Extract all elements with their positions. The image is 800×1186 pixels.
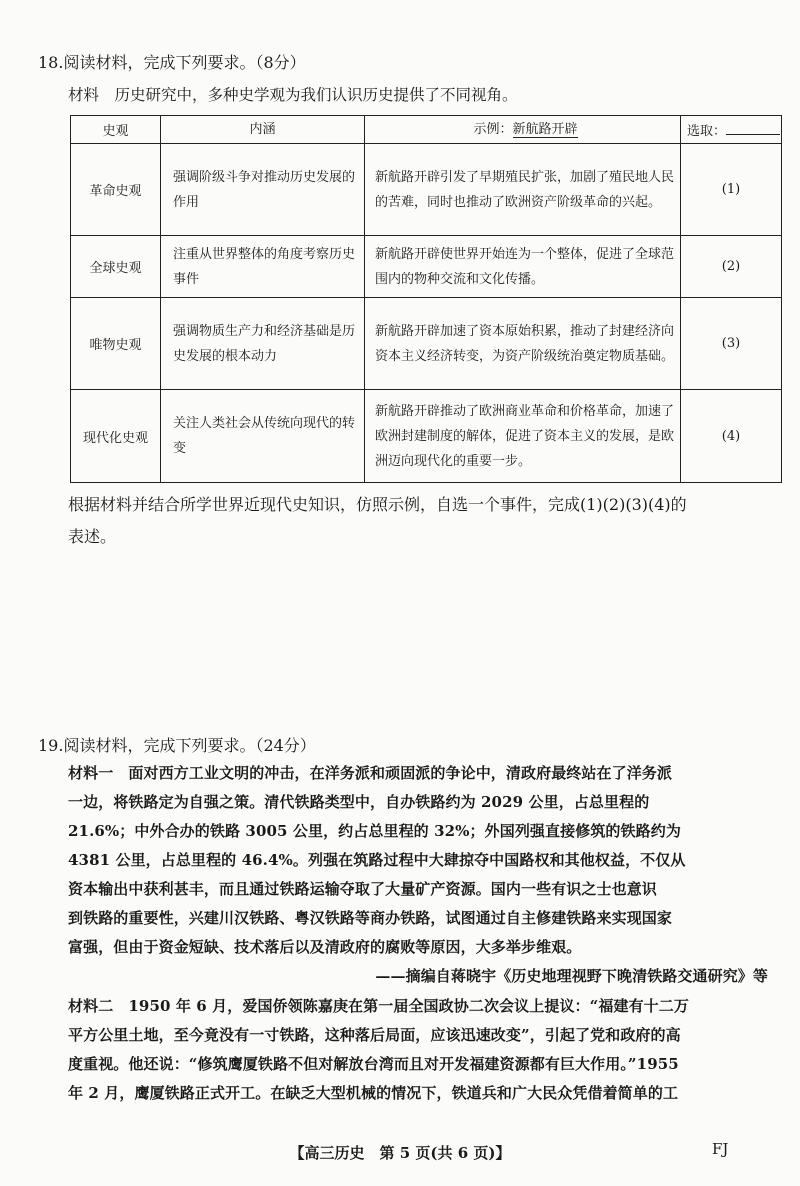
table-row (71, 236, 782, 298)
row-view: 全球史观 (71, 236, 161, 298)
q18-heading: 18.阅读材料，完成下列要求。（8分） (38, 53, 306, 72)
row-answer-slot[interactable]: (3) (681, 298, 782, 390)
page-footer: 【高三历史 第 5 页(共 6 页)】 (289, 1144, 511, 1162)
row-example: 新航路开辟使世界开始连为一个整体，促进了全球范围内的物种交流和文化传播。 (365, 236, 681, 298)
table-row (71, 390, 782, 483)
material-1-source: ——摘编自蒋晓宇《历史地理视野下晚清铁路交通研究》等 (375, 967, 768, 985)
material-2-line: 度重视。他还说：“修筑鹰厦铁路不但对解放台湾而且对开发福建资源都有巨大作用。”1955 (68, 1055, 679, 1073)
q19-material-2 (68, 992, 768, 1108)
q18-task-line1: 根据材料并结合所学世界近现代史知识，仿照示例，自选一个事件，完成(1)(2)(3)(4)的 (68, 495, 687, 514)
row-answer-slot[interactable]: (1) (681, 144, 782, 236)
row-example: 新航路开辟引发了早期殖民扩张，加剧了殖民地人民的苦难，同时也推动了欧洲资产阶级革命的兴起。 (365, 144, 681, 236)
material-2-line: 平方公里土地，至今竟没有一寸铁路，这种落后局面，应该迅速改变”，引起了党和政府的高 (68, 1026, 681, 1044)
material-1-line: 材料一 面对西方工业文明的冲击，在洋务派和顽固派的争论中，清政府最终站在了洋务派 (68, 764, 673, 782)
row-meaning: 强调阶级斗争对推动历史发展的作用 (161, 144, 365, 236)
choose-blank[interactable] (726, 122, 780, 135)
row-example: 新航路开辟推动了欧洲商业革命和价格革命，加速了欧洲封建制度的解体，促进了资本主义的发展，是欧洲迈向现代化的重要一步。 (365, 390, 681, 483)
q18-intro: 材料 历史研究中，多种史学观为我们认识历史提供了不同视角。 (68, 86, 518, 104)
material-1-line: 21.6%；中外合办的铁路 3005 公里，约占总里程的 32%；外国列强直接修筑的铁路约为 (68, 822, 681, 840)
material-1-line: 资本输出中获利甚丰，而且通过铁路运输夺取了大量矿产资源。国内一些有识之士也意识 (68, 880, 657, 898)
table-row (71, 144, 782, 236)
q19-heading: 19.阅读材料，完成下列要求。（24分） (38, 736, 316, 755)
table-row (71, 298, 782, 390)
header-example (365, 116, 681, 144)
q18-task-line2: 表述。 (68, 527, 117, 546)
header-choose-label: 选取： (687, 124, 727, 139)
q19-material-1 (68, 759, 768, 991)
header-example-topic: 新航路开辟 (512, 122, 578, 137)
row-meaning: 注重从世界整体的角度考察历史事件 (161, 236, 365, 298)
material-1-line: 4381 公里，占总里程的 46.4%。列强在筑路过程中大肆掠夺中国路权和其他权益，不仅从 (68, 851, 686, 869)
row-example: 新航路开辟加速了资本原始积累，推动了封建经济向资本主义经济转变，为资产阶级统治奠定物质基础。 (365, 298, 681, 390)
table-header-row (71, 116, 782, 144)
header-view: 史观 (71, 116, 161, 144)
row-answer-slot[interactable]: (4) (681, 390, 782, 483)
material-1-line: 一边，将铁路定为自强之策。清代铁路类型中，自办铁路约为 2029 公里，占总里程的 (68, 793, 650, 811)
row-view: 唯物史观 (71, 298, 161, 390)
row-meaning: 关注人类社会从传统向现代的转变 (161, 390, 365, 483)
header-choose (681, 116, 782, 144)
material-2-line: 材料二 1950 年 6 月，爱国侨领陈嘉庚在第一届全国政协二次会议上提议：“福建有十二万 (68, 997, 689, 1015)
header-example-label: 示例： (473, 122, 513, 137)
row-meaning: 强调物质生产力和经济基础是历史发展的根本动力 (161, 298, 365, 390)
material-2-line: 年 2 月，鹰厦铁路正式开工。在缺乏大型机械的情况下，铁道兵和广大民众凭借着简单的工 (68, 1084, 679, 1102)
header-meaning: 内涵 (161, 116, 365, 144)
row-view: 现代化史观 (71, 390, 161, 483)
historiography-table (70, 115, 782, 483)
material-1-line: 到铁路的重要性，兴建川汉铁路、粤汉铁路等商办铁路，试图通过自主修建铁路来实现国家 (68, 909, 673, 927)
row-answer-slot[interactable]: (2) (681, 236, 782, 298)
footer-code: FJ (712, 1140, 729, 1158)
material-1-line: 富强，但由于资金短缺、技术落后以及清政府的腐败等原因，大多举步维艰。 (68, 938, 582, 956)
row-view: 革命史观 (71, 144, 161, 236)
